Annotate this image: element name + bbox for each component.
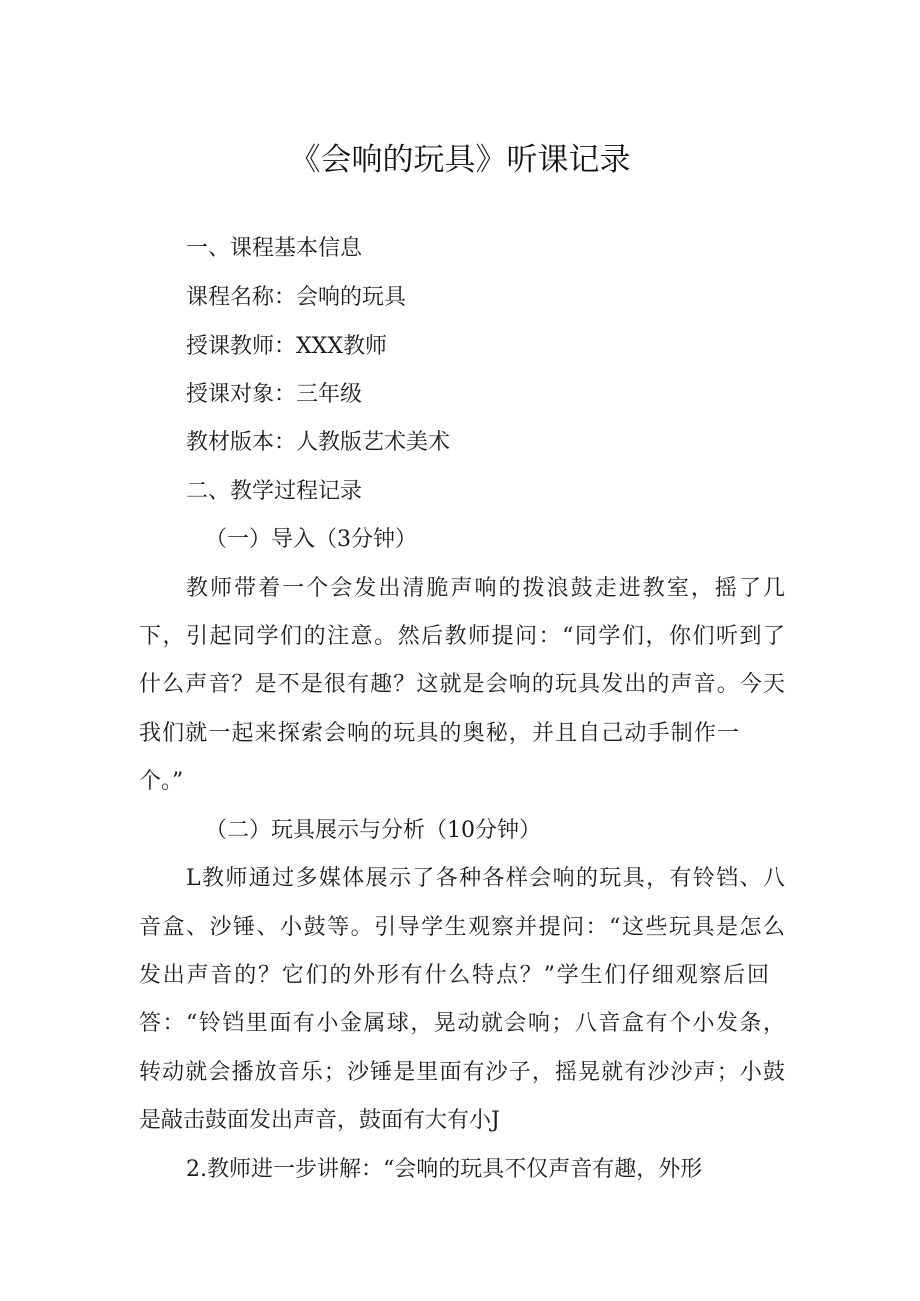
paragraph-line: 下，引起同学们的注意。然后教师提问：“同学们，你们听到了: [139, 624, 785, 649]
teacher-line: 授课教师：XXX教师: [186, 334, 387, 359]
paragraph-line: 2.教师进一步讲解：“会响的玩具不仅声音有趣，外形: [186, 1157, 703, 1182]
subsection-intro: （一）导入（3分钟）: [205, 527, 417, 552]
paragraph-line: 音盒、沙锤、小鼓等。引导学生观察并提问：“这些玩具是怎么: [139, 915, 785, 940]
section-heading-process: 二、教学过程记录: [186, 479, 363, 504]
document-title: 《会响的玩具》听课记录: [289, 142, 631, 178]
audience-line: 授课对象：三年级: [186, 382, 363, 407]
paragraph-line: 转动就会播放音乐；沙锤是里面有沙子，摇晃就有沙沙声；小鼓: [139, 1060, 785, 1085]
paragraph-line: 发出声音的？它们的外形有什么特点？”学生们仔细观察后回: [139, 963, 769, 988]
section-heading-basic-info: 一、课程基本信息: [186, 236, 363, 261]
paragraph-line: 个。”: [139, 769, 184, 794]
paragraph-line: 什么声音？是不是很有趣？这就是会响的玩具发出的声音。今天: [139, 672, 785, 697]
paragraph-line: 我们就一起来探索会响的玩具的奥秘，并且自己动手制作一: [139, 721, 739, 746]
paragraph-line: 教师带着一个会发出清脆声响的拨浪鼓走进教室，摇了几: [186, 576, 785, 601]
subsection-toy-display: （二）玩具展示与分析（10分钟）: [205, 818, 541, 843]
paragraph-line: 是敲击鼓面发出声音，鼓面有大有小J: [139, 1108, 500, 1133]
paragraph-line: 答：“铃铛里面有小金属球，晃动就会响；八音盒有个小发条，: [139, 1011, 785, 1036]
paragraph-line: L教师通过多媒体展示了各种各样会响的玩具，有铃铛、八: [186, 866, 785, 891]
textbook-line: 教材版本：人教版艺术美术: [186, 430, 451, 455]
course-name-line: 课程名称：会响的玩具: [186, 285, 407, 310]
